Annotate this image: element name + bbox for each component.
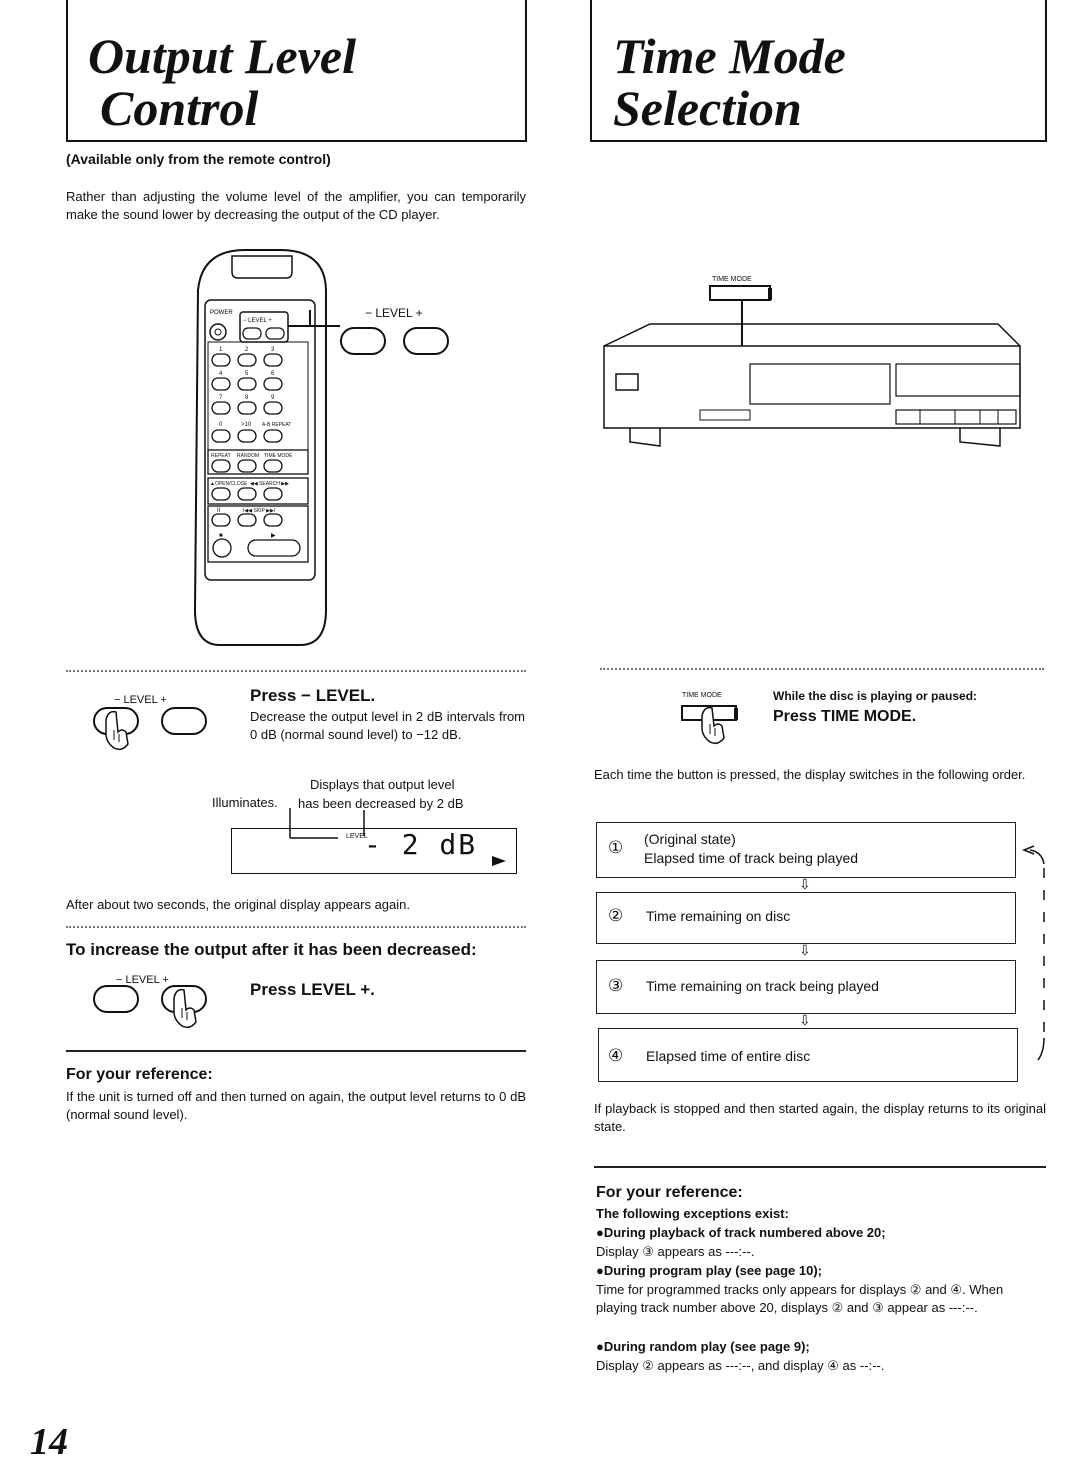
remote-search-label: ◀◀ SEARCH ▶▶	[250, 481, 289, 487]
step-time-mode-condition: While the disc is playing or paused:	[773, 689, 978, 703]
ref-item-1-head: ●During playback of track numbered above 20;	[596, 1225, 886, 1240]
sequence-text-1a: (Original state)	[644, 831, 736, 847]
display-level-tag: LEVEL	[346, 833, 368, 840]
callout-illuminates: Illuminates.	[212, 795, 278, 810]
sequence-return-arrow	[1010, 838, 1050, 1068]
remote-num-9: 9	[271, 395, 275, 401]
divider-rule-left	[66, 1050, 526, 1052]
intro-text: Rather than adjusting the volume level of the amplifier, you can temporarily make the sound lower by decreasing the output of the CD player.	[66, 189, 526, 222]
page-number: 14	[30, 1421, 68, 1463]
divider-dotted-left-2	[66, 926, 526, 928]
remote-num-7: 7	[219, 395, 223, 401]
step-level-heading: Press − LEVEL.	[250, 686, 376, 705]
remote-random-label: RANDOM	[237, 453, 260, 459]
step-time-mode-desc: Each time the button is pressed, the display switches in the following order.	[594, 767, 1026, 782]
ref-item-3-body: Display ② appears as ---:--, and display ④ as --:--.	[596, 1358, 885, 1373]
remote-num-6: 6	[271, 371, 275, 377]
ref-item-2-head: ●During program play (see page 10);	[596, 1263, 823, 1278]
remote-num-1: 1	[219, 347, 223, 353]
remote-pause-label: II	[217, 508, 221, 514]
right-ref-heading: For your reference:	[596, 1184, 743, 1201]
player-time-mode-label: TIME MODE	[712, 276, 752, 283]
remote-num-0: 0	[219, 422, 223, 428]
page-title-output-level-line2: Control	[100, 80, 259, 136]
remote-num-3: 3	[271, 347, 275, 353]
right-ref-intro: The following exceptions exist:	[596, 1206, 789, 1221]
sequence-down-arrow-2: ⇩	[799, 942, 811, 958]
remote-num-4: 4	[219, 371, 223, 377]
divider-dotted-left-1	[66, 670, 526, 672]
cd-player-illustration	[600, 286, 1040, 461]
remote-num-5: 5	[245, 371, 249, 377]
remote-num-8: 8	[245, 395, 249, 401]
remote-level-key-label: − LEVEL +	[243, 318, 272, 324]
remote-open-close-label: ▲OPEN/CLOSE	[210, 481, 248, 487]
remote-num-2: 2	[245, 347, 249, 353]
ref-item-3-head: ●During random play (see page 9);	[596, 1339, 810, 1354]
sequence-text-2: Time remaining on disc	[646, 908, 791, 924]
display-value: - 2 dB	[364, 828, 478, 861]
remote-time-mode-label: TIME MODE	[264, 453, 293, 459]
step-time-mode-label: TIME MODE	[682, 692, 722, 699]
sequence-num-3: ③	[608, 976, 624, 995]
available-note: (Available only from the remote control)	[66, 151, 331, 167]
ref-item-2-body: Time for programmed tracks only appears for displays ② and ④. When playing track number above 20, displays ② and ③ appear as ---:--.	[596, 1282, 1004, 1315]
hand-press-plus-icon	[92, 982, 232, 1042]
step-level-label: − LEVEL +	[114, 694, 167, 706]
sequence-text-4: Elapsed time of entire disc	[646, 1048, 811, 1064]
hand-press-minus-icon	[92, 704, 222, 754]
remote-play-label: ▶	[271, 533, 276, 539]
step-level-desc: Decrease the output level in 2 dB intervals from 0 dB (normal sound level) to −12 dB.	[250, 709, 525, 742]
ref-item-1-body: Display ③ appears as ---:--.	[596, 1244, 755, 1259]
remote-power-label: POWER	[210, 310, 233, 316]
remote-skip-label: I◀◀ SKIP ▶▶I	[243, 508, 276, 514]
remote-stop-label: ■	[219, 533, 223, 539]
sequence-down-arrow-1: ⇩	[799, 876, 811, 892]
left-ref-heading: For your reference:	[66, 1066, 213, 1083]
callout-decreased-2: has been decreased by 2 dB	[298, 796, 464, 811]
remote-ab-repeat: A-B REPEAT	[262, 422, 292, 428]
left-ref-text: If the unit is turned off and then turned on again, the output level returns to 0 dB (normal sound level).	[66, 1089, 526, 1122]
sequence-num-1: ①	[608, 838, 624, 857]
remote-control-illustration	[190, 250, 470, 650]
sequence-text-1b: Elapsed time of track being played	[644, 850, 859, 866]
divider-dotted-right	[600, 668, 1044, 670]
step-time-mode-heading: Press TIME MODE.	[773, 708, 917, 725]
divider-rule-right	[594, 1166, 1046, 1168]
page-title-time-mode-line1: Time Mode	[613, 28, 846, 84]
remote-num-10plus: >10	[241, 422, 252, 428]
increase-level-label: − LEVEL +	[116, 974, 169, 986]
level-buttons-enlarged	[338, 322, 458, 358]
increase-step: Press LEVEL +.	[250, 980, 375, 999]
sequence-num-2: ②	[608, 906, 624, 925]
increase-heading: To increase the output after it has been decreased:	[66, 940, 477, 959]
sequence-down-arrow-3: ⇩	[799, 1012, 811, 1028]
display-play-indicator-icon	[492, 856, 506, 866]
remote-repeat-label: REPEAT	[211, 453, 231, 459]
hand-press-time-mode-icon	[680, 702, 770, 752]
after-note: After about two seconds, the original display appears again.	[66, 897, 410, 912]
sequence-num-4: ④	[608, 1046, 624, 1065]
page-title-output-level-line1: Output Level	[88, 28, 357, 84]
callout-decreased-1: Displays that output level	[310, 777, 455, 792]
page-title-time-mode-line2: Selection	[613, 80, 802, 136]
remote-level-callout-label: − LEVEL +	[365, 306, 423, 320]
restart-note: If playback is stopped and then started again, the display returns to its original state.	[594, 1101, 1046, 1134]
sequence-text-3: Time remaining on track being played	[646, 978, 879, 994]
